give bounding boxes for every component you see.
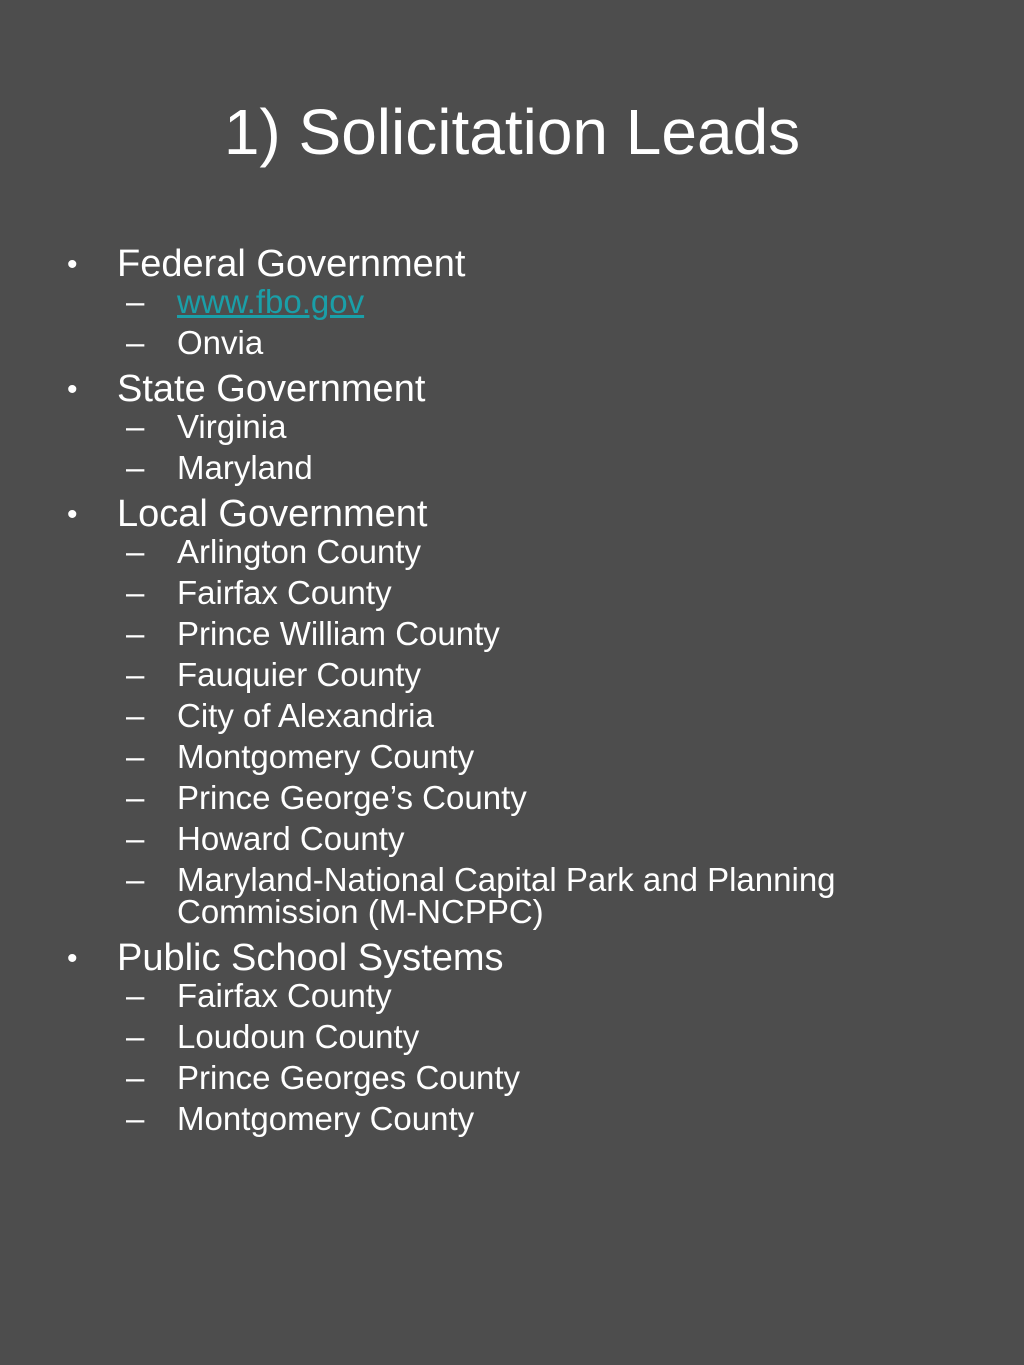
bullet-icon: • <box>67 373 78 406</box>
sub-list <box>117 408 980 486</box>
dash-icon: – <box>126 1018 145 1055</box>
dash-icon: – <box>126 324 145 361</box>
bullet-icon: • <box>67 248 78 281</box>
list-item-label: Prince George’s County <box>177 779 527 816</box>
list-item-label: Arlington County <box>177 533 421 570</box>
list-item <box>117 1059 977 1096</box>
list-item <box>117 1100 977 1137</box>
list-item-label: Maryland <box>177 449 313 486</box>
list-item <box>117 697 977 734</box>
list-item-label: Virginia <box>177 408 287 445</box>
dash-icon: – <box>126 779 145 816</box>
outline-list <box>60 243 980 1144</box>
list-item <box>117 977 977 1014</box>
dash-icon: – <box>126 1059 145 1096</box>
list-item <box>117 408 977 445</box>
list-item-label: Howard County <box>177 820 405 857</box>
dash-icon: – <box>126 408 145 445</box>
dash-icon: – <box>126 574 145 611</box>
dash-icon: – <box>126 449 145 486</box>
slide-title: 1) Solicitation Leads <box>223 96 801 168</box>
dash-icon: – <box>126 820 145 857</box>
list-item-label: Loudoun County <box>177 1018 420 1055</box>
list-item-label: Fauquier County <box>177 656 421 693</box>
section-public-school-systems <box>60 937 980 1135</box>
list-item-label: City of Alexandria <box>177 697 434 734</box>
list-item <box>117 283 977 320</box>
list-item <box>117 1018 977 1055</box>
dash-icon: – <box>126 977 145 1014</box>
dash-icon: – <box>126 283 145 320</box>
list-item <box>117 820 977 857</box>
sub-list <box>117 533 980 930</box>
list-item <box>117 615 977 652</box>
dash-icon: – <box>126 738 145 775</box>
list-item <box>117 533 977 570</box>
list-item <box>117 861 977 930</box>
list-item-label: Fairfax County <box>177 574 392 611</box>
list-item <box>117 779 977 816</box>
sub-list <box>117 283 980 361</box>
dash-icon: – <box>126 861 145 898</box>
section-heading: Federal Government <box>117 243 466 285</box>
dash-icon: – <box>126 697 145 734</box>
bullet-icon: • <box>67 942 78 975</box>
dash-icon: – <box>126 615 145 652</box>
list-item-label: Maryland-National Capital Park and Planning Commission (M-NCPPC) <box>177 861 836 930</box>
list-item-label: Fairfax County <box>177 977 392 1014</box>
section-heading: Local Government <box>117 493 428 535</box>
dash-icon: – <box>126 533 145 570</box>
list-item <box>117 449 977 486</box>
section-heading: Public School Systems <box>117 937 504 979</box>
list-item-label: Prince Georges County <box>177 1059 521 1096</box>
section-federal-government <box>60 243 980 359</box>
list-item <box>117 656 977 693</box>
fbo-gov-link[interactable]: www.fbo.gov <box>177 283 365 320</box>
list-item <box>117 738 977 775</box>
dash-icon: – <box>126 1100 145 1137</box>
list-item-label: Montgomery County <box>177 738 475 775</box>
list-item-label: Onvia <box>177 324 264 361</box>
section-heading: State Government <box>117 368 426 410</box>
list-item <box>117 574 977 611</box>
bullet-icon: • <box>67 498 78 531</box>
section-local-government <box>60 493 980 928</box>
sub-list <box>117 977 980 1137</box>
list-item-label: Prince William County <box>177 615 500 652</box>
section-state-government <box>60 368 980 484</box>
list-item-label: Montgomery County <box>177 1100 475 1137</box>
list-item <box>117 324 977 361</box>
dash-icon: – <box>126 656 145 693</box>
